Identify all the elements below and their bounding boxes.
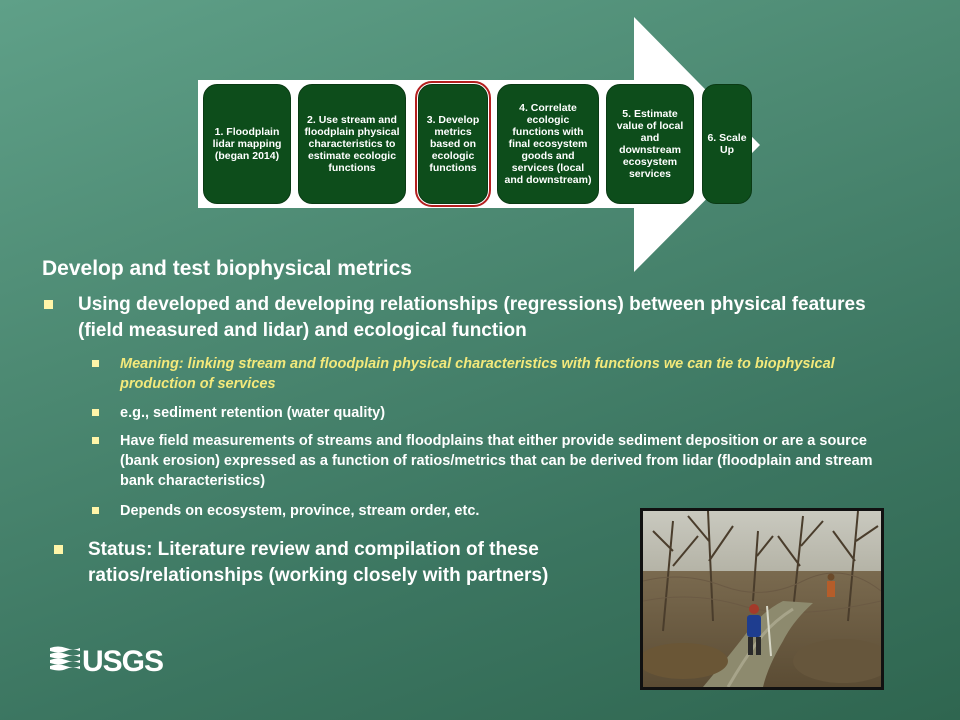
main-bullet: Using developed and developing relationships (regressions) between physical features (field measured and lidar) and ecological function [44,292,884,344]
slide-title: Develop and test biophysical metrics [42,257,412,280]
flow-step-2: 2. Use stream and floodplain physical characteristics to estimate ecologic functions [298,84,406,204]
square-bullet-icon [92,437,99,444]
flow-step-4: 4. Correlate ecologic functions with final ecosystem goods and services (local and downstream) [497,84,599,204]
square-bullet-icon [92,409,99,416]
square-bullet-icon [44,300,53,309]
flow-step-5: 5. Estimate value of local and downstream ecosystem services [606,84,694,204]
square-bullet-icon [92,360,99,367]
field-photo [640,508,884,690]
usgs-logo [48,640,168,681]
svg-text:USGS: USGS [82,645,164,676]
usgs-logo-mark [48,640,168,676]
flow-step-1: 1. Floodplain lidar mapping (began 2014) [203,84,291,204]
square-bullet-icon [92,507,99,514]
flow-step-3-highlighted: 3. Develop metrics based on ecologic functions [418,84,488,204]
sub-bullet-meaning: Meaning: linking stream and floodplain physical characteristics with functions we can tie to biophysical production of services [92,354,898,394]
process-flow [0,0,960,280]
stream-field-photo-image [643,511,881,687]
sub-bullet-field-measurements: Have field measurements of streams and floodplains that either provide sediment deposition or are a source (bank erosion) expressed as a function of ratios/metrics that can be derived from lidar (floodplain and stream bank characteristics) [92,431,898,491]
flow-step-6: 6. Scale Up [702,84,752,204]
sub-bullet-example: e.g., sediment retention (water quality) [92,403,898,423]
square-bullet-icon [54,545,63,554]
status-bullet: Status: Literature review and compilation of these ratios/relationships (working closely with partners) [54,537,614,589]
sub-bullet-depends: Depends on ecosystem, province, stream order, etc. [92,501,612,521]
